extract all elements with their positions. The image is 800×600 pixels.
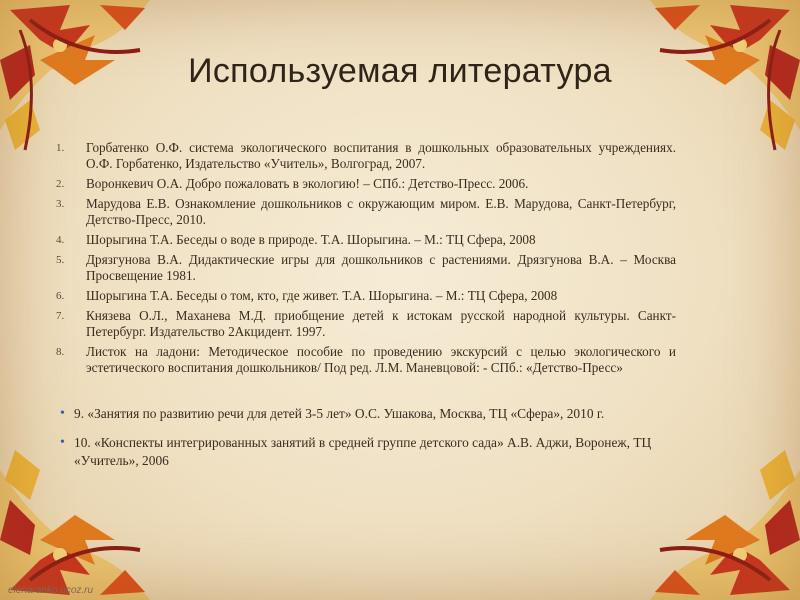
list-item [56,344,676,376]
list-item [56,308,676,340]
autumn-leaves-corner-bottom-left [0,400,200,600]
list-number: 2. [56,178,65,190]
list-item-text: Шорыгина Т.А. Беседы о воде в природе. Т.А. Шорыгина. – М.: ТЦ Сфера, 2008 [86,232,536,247]
list-number: 6. [56,290,65,302]
bullet-icon: • [60,406,65,421]
list-item-text: 9. «Занятия по развитию речи для детей 3-5 лет» О.С. Ушакова, Москва, ТЦ «Сфера», 2010 г. [74,406,605,421]
bullet-icon: • [60,435,65,450]
list-item [60,434,670,470]
list-number: 7. [56,310,65,322]
list-item-text: Листок на ладони: Методическое пособие по проведению экскурсий с целью экологического и эстетического воспитания дошкольников/ Под ред. Л.М. Маневцовой: - СПб.: «Детство-Пресс» [86,344,676,375]
list-number: 4. [56,234,65,246]
list-item-text: Князева О.Л., Маханева М.Д. приобщение детей к истокам русской народной культуры. Санкт-Петербург. Издательство 2Акцидент. 1997. [86,308,676,339]
list-item [56,140,676,172]
list-item [56,288,676,304]
bullet-reference-item [60,434,670,470]
list-item-text: Горбатенко О.Ф. система экологического воспитания в дошкольных образовательных учреждениях. О.Ф. Горбатенко, Издательство «Учитель», Волгоград, 2007. [86,140,676,171]
list-item [56,252,676,284]
list-number: 5. [56,254,65,266]
list-number: 1. [56,142,65,154]
list-item-text: 10. «Конспекты интегрированных занятий в средней группе детского сада» А.В. Аджи, Воронеж, ТЦ «Учитель», 2006 [74,435,652,468]
list-item-text: Шорыгина Т.А. Беседы о том, кто, где живет. Т.А. Шорыгина. – М.: ТЦ Сфера, 2008 [86,288,558,303]
list-item [56,232,676,248]
list-item [60,405,700,423]
bullet-reference-item [60,405,700,423]
slide-title: Используемая литература [188,52,612,90]
list-item-text: Марудова Е.В. Ознакомление дошкольников с окружающим миром. Е.В. Марудова, Санкт-Петербург, Детство-Пресс, 2010. [86,196,676,227]
autumn-leaves-corner-bottom-right [600,400,800,600]
list-item-text: Дрязгунова В.А. Дидактические игры для дошкольников с растениями. Дрязгунова В.А. – Москва Просвещение 1981. [86,252,676,283]
list-item-text: Воронкевич О.А. Добро пожаловать в экологию! – СПб.: Детство-Пресс. 2006. [86,176,529,191]
watermark: elenaranko.ucoz.ru [8,585,94,596]
numbered-reference-list [56,140,676,380]
list-item [56,196,676,228]
list-number: 8. [56,346,65,358]
list-number: 3. [56,198,65,210]
list-item [56,176,676,192]
